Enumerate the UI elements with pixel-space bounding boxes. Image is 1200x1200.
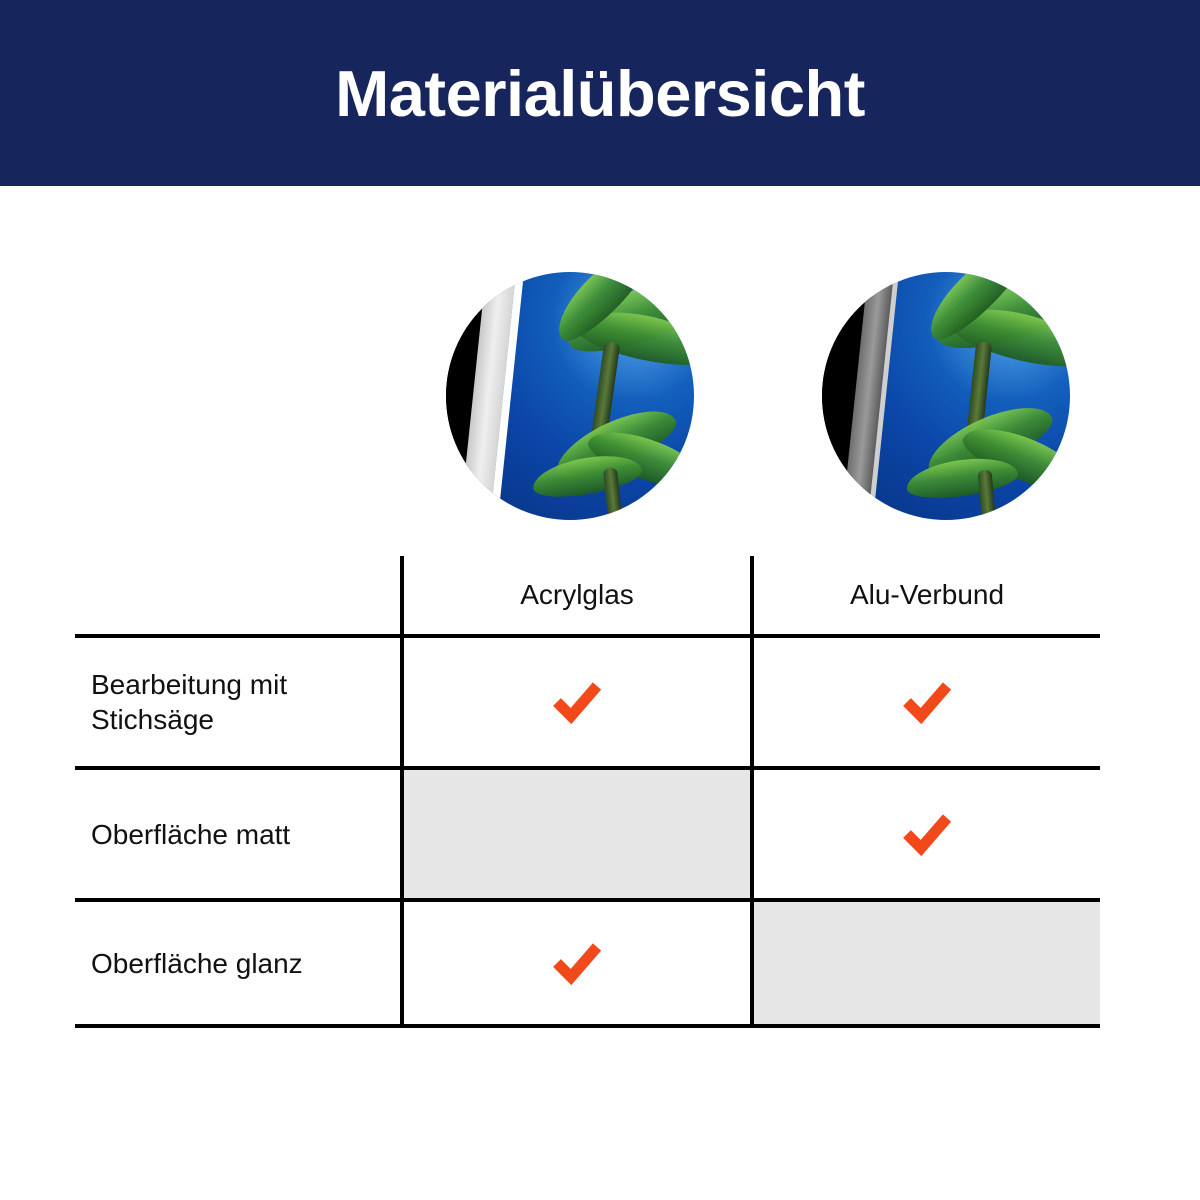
material-comparison-table [75,556,1100,1028]
table-corner-cell [75,556,400,634]
alu-verbund-preview [822,272,1070,520]
cell-bearbeitung-acrylglas [400,638,750,766]
table-row [75,634,1100,766]
row-label-oberflaeche-glanz: Oberfläche glanz [91,947,303,979]
row-label-oberflaeche-matt: Oberfläche matt [91,818,291,850]
table-bottom-divider [75,1024,1100,1028]
cell-bearbeitung-alu-verbund [750,638,1100,766]
page-header [0,0,1200,186]
acrylglas-preview [446,272,694,520]
row-label-bearbeitung: Bearbeitung mit Stichsäge [91,669,288,735]
cell-glanz-alu-verbund [750,902,1100,1024]
table-column-header-alu-verbund: Alu-Verbund [750,556,1100,634]
table-header-row [75,556,1100,634]
check-icon [901,808,953,860]
check-icon [551,937,603,989]
check-icon [551,676,603,728]
cell-matt-acrylglas [400,770,750,898]
material-previews [0,272,1200,520]
cell-glanz-acrylglas [400,902,750,1024]
check-icon [901,676,953,728]
table-column-header-acrylglas: Acrylglas [400,556,750,634]
table-row [75,898,1100,1024]
cell-matt-alu-verbund [750,770,1100,898]
page-title: Materialübersicht [335,56,865,130]
table-row [75,766,1100,898]
